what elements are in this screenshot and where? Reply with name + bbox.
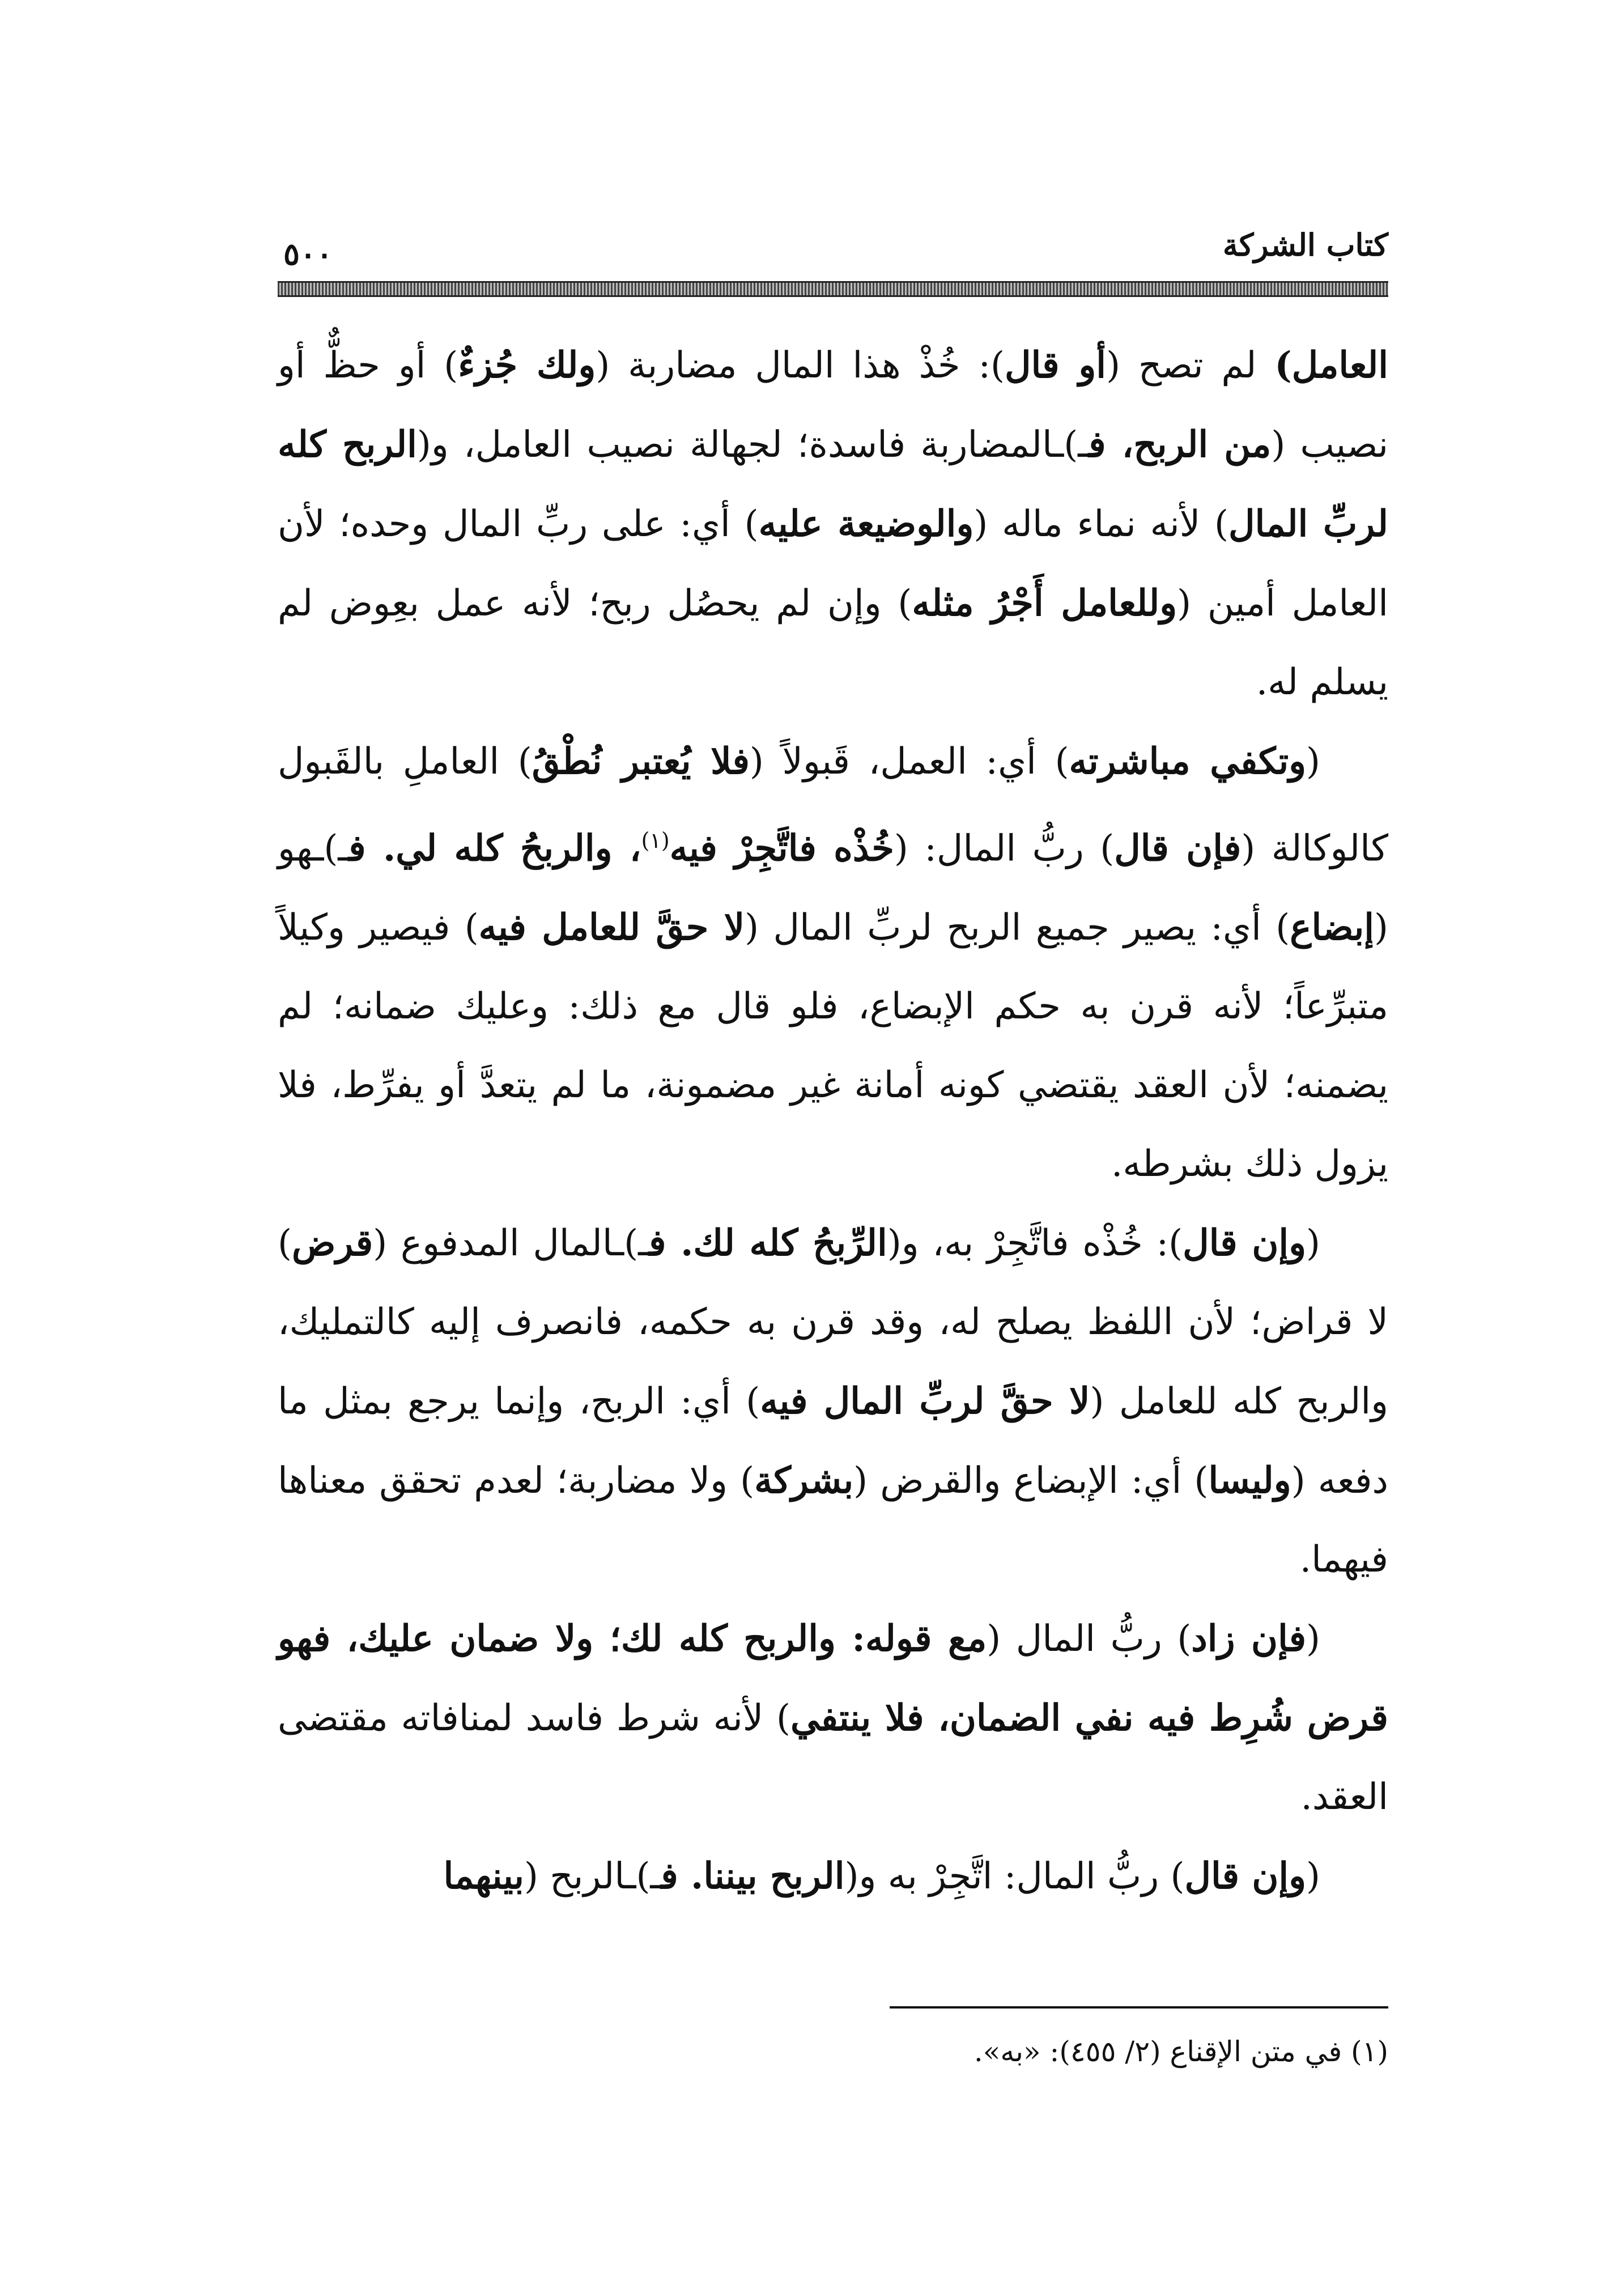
matn-text: بشركة <box>754 1459 854 1502</box>
matn-text: ولك جُزءٌ <box>458 344 596 387</box>
sharh-text: ( <box>1306 1618 1321 1661</box>
paragraph <box>278 1599 1388 1837</box>
matn-text: فإن قال <box>1114 827 1242 870</box>
sharh-text: ) لأنه شرط فاسد لمنافاته مقتضى العقد. <box>278 1697 1388 1819</box>
sharh-text: ( <box>1306 1222 1320 1265</box>
paragraph <box>278 1837 1388 1916</box>
matn-text: لا حقَّ للعامل فيه <box>478 906 745 949</box>
sharh-text: ) لأنه نماء ماله ( <box>973 503 1228 545</box>
sharh-text: ( <box>1306 1855 1320 1898</box>
footnote-marker: (١) <box>641 828 670 853</box>
paragraph <box>278 326 1388 722</box>
matn-text: وللعامل أَجْرُ مثله <box>912 582 1177 625</box>
sharh-text: ) ربُّ المال: ( <box>894 827 1115 870</box>
matn-text: لا حقَّ لربِّ المال فيه <box>760 1380 1090 1423</box>
sharh-text: ـ)ـالربح ( <box>524 1855 661 1898</box>
sharh-text: ) أي: العمل، قَبولاً ( <box>749 741 1069 783</box>
matn-text: فإن زاد <box>1191 1617 1307 1661</box>
matn-text: أو قال <box>1005 344 1107 387</box>
matn-text: العامل) <box>1274 344 1389 387</box>
matn-text: الربح كله لربِّ المال <box>278 423 1389 545</box>
footnote: (١) في متن الإقناع (٢/ ٤٥٥): «به». <box>973 2035 1388 2068</box>
chapter-title: كتاب الشركة <box>1222 227 1388 263</box>
sharh-text: ) أي: على ربِّ المال وحده؛ لأن العامل أمين ( <box>278 503 1389 625</box>
sharh-text: ) أي: يصير جميع الربح لربِّ المال ( <box>745 907 1290 949</box>
sharh-text: ( <box>1306 741 1320 783</box>
paragraph <box>278 722 1388 1204</box>
body-text <box>278 326 1388 1916</box>
sharh-text: لم تصح ( <box>1106 345 1275 387</box>
sharh-text: ) أي: الإبضاع والقرض ( <box>853 1460 1209 1502</box>
matn-text: ، والربحُ كله لي. ف <box>348 827 641 870</box>
sharh-text: ـ)ـهو ( <box>278 827 1389 949</box>
matn-text: مع قوله: والربح كله لك؛ ولا ضمان عليك، فهو قرض شُرِط فيه نفي الضمان، فلا ينتفي <box>278 1617 1389 1740</box>
matn-text: وإن قال <box>1183 1222 1307 1265</box>
sharh-text: ): خُذْه فاتَّجِرْ به، و( <box>887 1222 1183 1265</box>
matn-text: الرِّبحُ كله لك. ف <box>648 1222 887 1265</box>
matn-text: بينهما <box>443 1855 524 1898</box>
sharh-text: ) أو حظٌّ أو نصيب ( <box>278 345 1389 466</box>
matn-text: وتكفي مباشرته <box>1069 740 1307 783</box>
sharh-text: ) ولا مضاربة؛ لعدم تحقق معناها فيهما. <box>278 1460 1388 1581</box>
sharh-text: ) وإن لم يحصُل ربح؛ لأنه عمل بعِوض لم يسلم له. <box>278 583 1388 703</box>
page-number: ٥٠٠ <box>283 236 333 272</box>
header-divider <box>278 281 1388 297</box>
footnote-divider <box>890 2006 1388 2009</box>
matn-text: إبضاع <box>1290 906 1375 949</box>
matn-text: من الربح، ف <box>1088 423 1272 466</box>
sharh-text: ـ)ـالمضاربة فاسدة؛ لجهالة نصيب العامل، و( <box>416 424 1089 466</box>
matn-text: خُذْه فاتَّجِرْ فيه <box>669 827 894 870</box>
matn-text: فلا يُعتبر نُطْقُ <box>532 740 750 783</box>
sharh-text: ) العاملِ بالقَبول كالوكالة ( <box>278 741 1389 870</box>
paragraph <box>278 1204 1388 1599</box>
matn-text: الربح بيننا. ف <box>661 1855 845 1898</box>
matn-text: وليسا <box>1208 1459 1291 1502</box>
sharh-text: ) فيصير وكيلاً متبرِّعاً؛ لأنه قرن به حكم الإبضاع، فلو قال مع ذلك: وعليك ضمانه؛ لم يضمنه؛ لأن العقد يقتضي كونه أمانة غير مضمونة، ما لم يتعدَّ أو يفرِّط، فلا يزول ذلك بشرطه. <box>278 907 1389 1186</box>
sharh-text: ـ)ـالمال المدفوع ( <box>373 1222 649 1265</box>
sharh-text: ) ربُّ المال ( <box>987 1618 1192 1661</box>
matn-text: وإن قال <box>1184 1855 1307 1898</box>
sharh-text: ): خُذْ هذا المال مضاربة ( <box>596 345 1005 387</box>
matn-text: قرض <box>291 1222 373 1265</box>
sharh-text: ) ربُّ المال: اتَّجِرْ به و( <box>844 1855 1185 1898</box>
page-header <box>278 227 1388 306</box>
matn-text: والوضيعة عليه <box>758 503 974 545</box>
sharh-text: ) أي: الربح، وإنما يرجع بمثل ما دفعه ( <box>278 1381 1389 1502</box>
sharh-text: ) لا قراض؛ لأن اللفظ يصلح له، وقد قرن به حكمه، فانصرف إليه كالتمليك، والربح كله للعامل ( <box>278 1222 1389 1423</box>
